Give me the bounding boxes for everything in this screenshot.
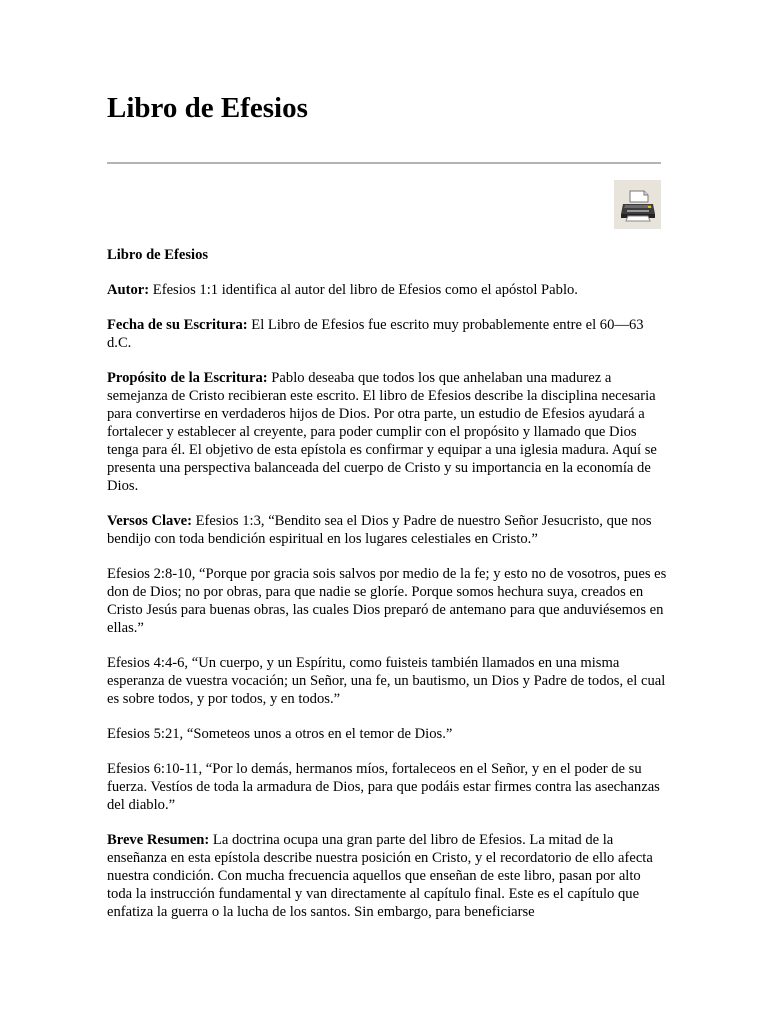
paragraph-text: Efesios 1:1 identifica al autor del libro de Efesios como el apóstol Pablo. xyxy=(149,282,578,298)
paragraph-label: Propósito de la Escritura: xyxy=(107,370,268,386)
article-subtitle xyxy=(107,246,667,264)
paragraph-text: Efesios 2:8-10, “Porque por gracia sois salvos por medio de la fe; y esto no de vosotros, pues es don de Dios; no por obras, para que nadie se gloríe. Porque somos hechura suya, creados en Cristo Jesús para buenas obras, las cuales Dios preparó de antemano para que anduviésemos en ellas.” xyxy=(107,566,667,636)
paragraph-text: El Libro de Efesios fue escrito muy probablemente entre el 60—63 d.C. xyxy=(107,317,644,351)
paragraph-verse-4 xyxy=(107,654,667,708)
paragraph-key-verses xyxy=(107,512,667,548)
paragraph-verse-6 xyxy=(107,760,667,814)
article-body xyxy=(107,246,667,938)
paragraph-text: La doctrina ocupa una gran parte del libro de Efesios. La mitad de la enseñanza en esta epístola describe nuestra posición en Cristo, y el recordatorio de ello afecta nuestra condición. Con mucha frecuencia aquellos que enseñan de este libro, pasan por alto toda la instrucción fundamental y van directamente al capítulo final. Este es el capítulo que enfatiza la guerra o la lucha de los santos. Sin embargo, para beneficiarse xyxy=(107,832,653,920)
paragraph-author xyxy=(107,281,667,299)
paragraph-summary xyxy=(107,831,667,921)
paragraph-label: Breve Resumen: xyxy=(107,832,210,848)
paragraph-label: Fecha de su Escritura: xyxy=(107,317,248,333)
paragraph-verse-2 xyxy=(107,565,667,637)
paragraph-label: Autor: xyxy=(107,282,150,298)
page-title: Libro de Efesios xyxy=(107,92,308,124)
paragraph-text: Efesios 4:4-6, “Un cuerpo, y un Espíritu, como fuisteis también llamados en una misma esperanza de vuestra vocación; un Señor, una fe, un bautismo, un Dios y Padre de todos, el cual es sobre todos, y por todos, y en todos.” xyxy=(107,655,666,707)
printer-icon xyxy=(619,188,657,222)
paragraph-text: Pablo deseaba que todos los que anhelaban una madurez a semejanza de Cristo recibieran este escrito. El libro de Efesios describe la disciplina necesaria para convertirse en verdaderos hijos de Dios. Por otra parte, un estudio de Efesios ayudará a fortalecer y establecer al creyente, para poder cumplir con el propósito y llamado que Dios tenga para él. El objetivo de esta epístola es confirmar y equipar a una iglesia madura. Aquí se presenta una perspectiva balanceada del cuerpo de Cristo y su importancia en la economía de Dios. xyxy=(107,370,657,494)
title-divider xyxy=(107,162,661,164)
subtitle-text: Libro de Efesios xyxy=(107,247,209,263)
paragraph-date xyxy=(107,316,667,352)
paragraph-purpose xyxy=(107,369,667,495)
paragraph-text: Efesios 5:21, “Someteos unos a otros en el temor de Dios.” xyxy=(107,726,453,742)
paragraph-label: Versos Clave: xyxy=(107,513,192,529)
paragraph-verse-5 xyxy=(107,725,667,743)
paragraph-text: Efesios 1:3, “Bendito sea el Dios y Padre de nuestro Señor Jesucristo, que nos bendijo con toda bendición espiritual en los lugares celestiales en Cristo.” xyxy=(107,513,652,547)
print-button[interactable] xyxy=(614,180,661,229)
paragraph-text: Efesios 6:10-11, “Por lo demás, hermanos míos, fortaleceos en el Señor, y en el poder de su fuerza. Vestíos de toda la armadura de Dios, para que podáis estar firmes contra las asechanzas del diablo.” xyxy=(107,761,660,813)
